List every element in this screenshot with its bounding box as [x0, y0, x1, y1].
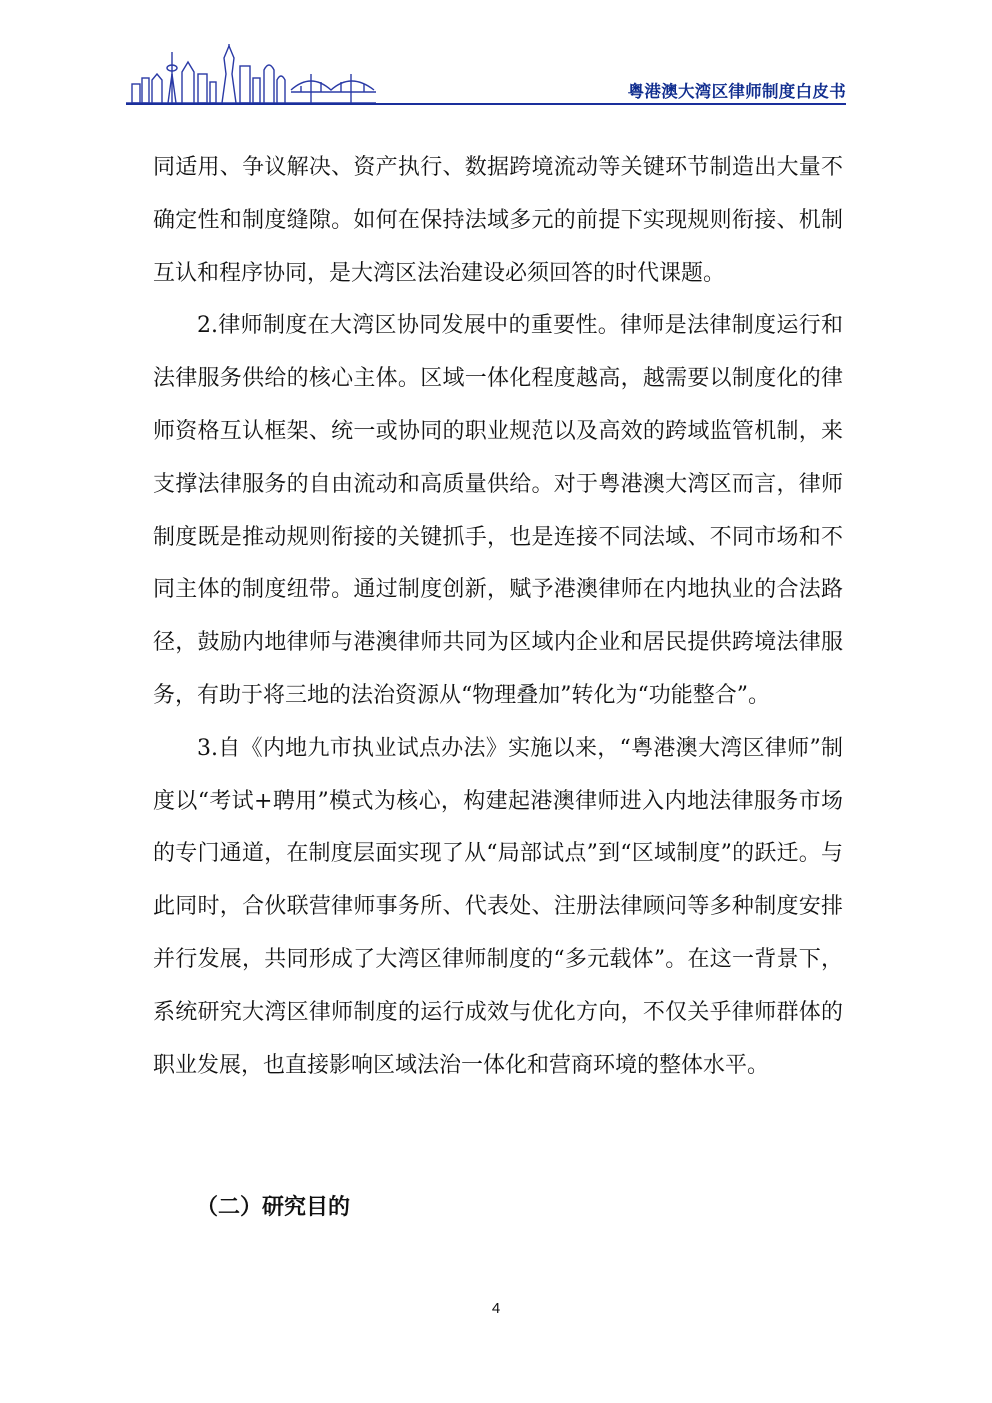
page-header: [0, 0, 992, 110]
page-number: 4: [491, 1300, 501, 1317]
header-divider: [126, 103, 846, 105]
greater-bay-area-skyline-icon: [126, 44, 386, 106]
section-heading-research-purpose: （二）研究目的: [196, 1195, 351, 1220]
paragraph-lawyer-system-importance: 2.律师制度在大湾区协同发展中的重要性。律师是法律制度运行和法律服务供给的核心主体。区域一体化程度越高，越需要以制度化的律师资格互认框架、统一或协同的职业规范以及高效的跨域监管机制，来支撑法律服务的自由流动和高质量供给。对于粤港澳大湾区而言，律师制度既是推动规则衔接的关键抓手，也是连接不同法域、不同市场和不同主体的制度纽带。通过制度创新，赋予港澳律师在内地执业的合法路径，鼓励内地律师与港澳律师共同为区域内企业和居民提供跨境法律服务，有助于将三地的法治资源从“物理叠加”转化为“功能整合”。: [153, 313, 843, 708]
body-text: [153, 142, 843, 1092]
paragraph-continuation: 同适用、争议解决、资产执行、数据跨境流动等关键环节制造出大量不确定性和制度缝隙。如何在保持法域多元的前提下实现规则衔接、机制互认和程序协同，是大湾区法治建设必须回答的时代课题。: [153, 155, 843, 286]
paragraph-pilot-measures: 3.自《内地九市执业试点办法》实施以来，“粤港澳大湾区律师”制度以“考试+聘用”模式为核心，构建起港澳律师进入内地法律服务市场的专门通道，在制度层面实现了从“局部试点”到“区域制度”的跃迁。与此同时，合伙联营律师事务所、代表处、注册法律顾问等多种制度安排并行发展，共同形成了大湾区律师制度的“多元载体”。在这一背景下，系统研究大湾区律师制度的运行成效与优化方向，不仅关乎律师群体的职业发展，也直接影响区域法治一体化和营商环境的整体水平。: [153, 735, 843, 1078]
document-title: 粤港澳大湾区律师制度白皮书: [627, 82, 846, 101]
